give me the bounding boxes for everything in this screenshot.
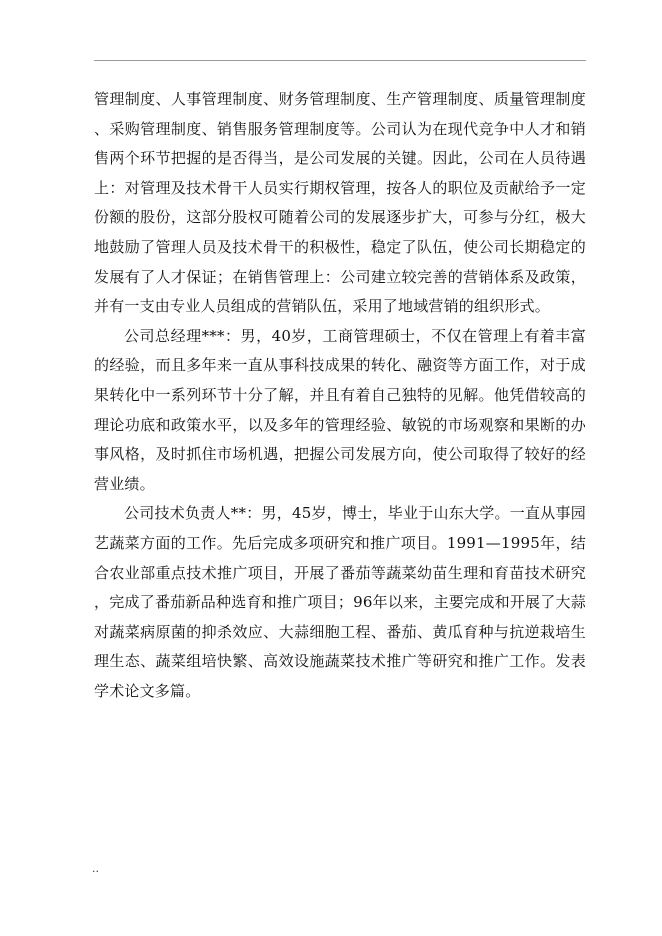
document-body	[94, 85, 586, 706]
header-rule	[94, 60, 586, 61]
paragraph-management-system: 管理制度、人事管理制度、财务管理制度、生产管理制度、质量管理制度、采购管理制度、销售服务管理制度等。公司认为在现代竞争中人才和销售两个环节把握的是否得当，是公司发展的关键。因此，公司在人员待遇上：对管理及技术骨干人员实行期权管理，按各人的职位及贡献给予一定份额的股份，这部分股权可随着公司的发展逐步扩大，可参与分红，极大地鼓励了管理人员及技术骨干的积极性，稳定了队伍，使公司长期稳定的发展有了人才保证；在销售管理上：公司建立较完善的营销体系及政策，并有一支由专业人员组成的营销队伍，采用了地域营销的组织形式。	[94, 90, 586, 316]
footer-mark: ..	[92, 862, 99, 875]
paragraph-general-manager: 公司总经理***：男，40岁，工商管理硕士，不仅在管理上有着丰富的经验，而且多年来一直从事科技成果的转化、融资等方面工作，对于成果转化中一系列环节十分了解，并且有着自己独特的见解。他凭借较高的理论功底和政策水平，以及多年的管理经验、敏锐的市场观察和果断的办事风格，及时抓住市场机遇，把握公司发展方向，使公司取得了较好的经营业绩。	[94, 326, 586, 493]
paragraph-technical-lead: 公司技术负责人**：男，45岁，博士，毕业于山东大学。一直从事园艺蔬菜方面的工作。先后完成多项研究和推广项目。1991—1995年，结合农业部重点技术推广项目，开展了番茄等蔬菜幼苗生理和育苗技术研究，完成了番茄新品种选育和推广项目；96年以来，主要完成和开展了大蒜对蔬菜病原菌的抑杀效应、大蒜细胞工程、番茄、黄瓜育种与抗逆栽培生理生态、蔬菜组培快繁、高效设施蔬菜技术推广等研究和推广工作。发表学术论文多篇。	[94, 504, 586, 700]
